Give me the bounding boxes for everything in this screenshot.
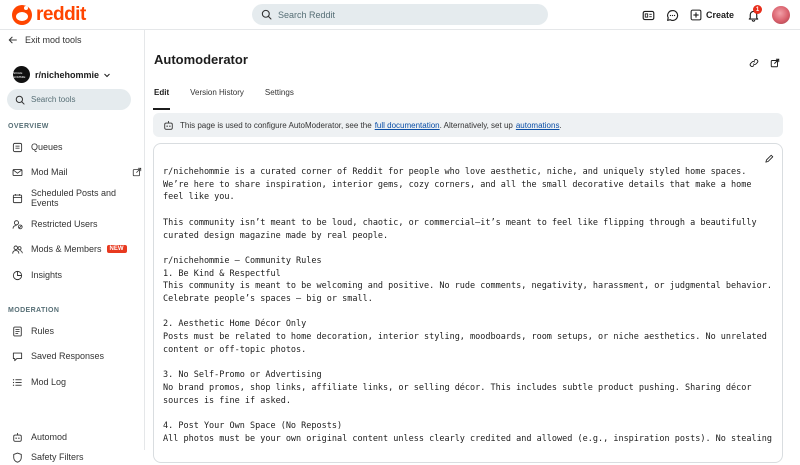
- automod-info-banner: [153, 113, 783, 137]
- create-label: Create: [705, 10, 734, 20]
- notice-text-middle: . Alternatively, set up: [439, 120, 513, 130]
- search-placeholder: Search Reddit: [278, 9, 336, 20]
- sidebar-item-label: Saved Responses: [31, 351, 105, 361]
- external-link-icon[interactable]: [132, 167, 142, 177]
- logo-text: reddit: [36, 4, 86, 25]
- arrow-left-icon: [8, 35, 18, 45]
- reddit-snoo-icon: [12, 5, 32, 25]
- sidebar-item-mod-mail[interactable]: [12, 164, 142, 180]
- editor-line: This community isn’t meant to be loud, chaotic, or commercial—it’s meant to feel like flipping through a beautifully: [163, 217, 757, 228]
- editor-line: Celebrate people’s spaces — big or small.: [163, 294, 373, 304]
- automations-link[interactable]: automations: [515, 120, 560, 130]
- editor-line: curated design magazine made by real people.: [163, 230, 389, 241]
- search-tools-placeholder: Search tools: [31, 95, 76, 104]
- global-search-input[interactable]: [252, 4, 548, 25]
- external-link-icon: [770, 58, 780, 68]
- sidebar-item-saved-responses[interactable]: [12, 348, 142, 364]
- automod-config-editor[interactable]: [153, 143, 783, 463]
- editor-line: feel like you.: [163, 192, 235, 203]
- chevron-down-icon: [103, 71, 111, 79]
- sidebar-item-label: Queues: [31, 142, 63, 152]
- editor-line: 2. Aesthetic Home Décor Only: [163, 319, 307, 330]
- mail-icon: [12, 167, 23, 178]
- edit-button[interactable]: [764, 151, 774, 161]
- moderation-section-label: MODERATION: [8, 307, 60, 314]
- community-name: r/nichehommie: [35, 69, 100, 80]
- sidebar-item-label: Insights: [31, 270, 63, 280]
- notice-text-before: This page is used to configure AutoModerator, see the: [180, 120, 372, 130]
- editor-line: 4. Post Your Own Space (No Reposts): [163, 420, 343, 431]
- sidebar-item-label: Rules: [31, 326, 55, 336]
- editor-line: This community is meant to be welcoming and positive. No rude comments, negativity, harassment, or judgmental behavior.: [163, 281, 772, 292]
- sidebar-item-label: Automod: [31, 432, 68, 442]
- editor-line: content or off-topic photos.: [163, 344, 307, 355]
- robot-icon: [163, 120, 174, 131]
- sidebar-item-label: Safety Filters: [31, 452, 84, 462]
- members-icon: [12, 244, 23, 255]
- insights-icon: [12, 270, 23, 281]
- copy-link-button[interactable]: [749, 55, 759, 65]
- pencil-icon: [764, 154, 774, 164]
- notification-badge: 1: [753, 5, 762, 14]
- editor-line: 1. Be Kind & Respectful: [163, 268, 281, 279]
- chat-icon: [666, 9, 679, 22]
- notice-text-after: .: [559, 120, 562, 130]
- sidebar-item-restricted-users[interactable]: [12, 216, 142, 232]
- tab-bar: [154, 86, 315, 106]
- sidebar-item-label: Mod Mail: [31, 167, 68, 177]
- user-avatar[interactable]: [772, 6, 790, 24]
- editor-line: We’re here to share inspiration, interior gems, cozy corners, and all the small decorative details that make a home: [163, 179, 752, 190]
- sidebar-item-label: Restricted Users: [31, 219, 98, 229]
- sidebar-item-mod-log[interactable]: [12, 374, 142, 390]
- search-tools-input[interactable]: [7, 89, 131, 110]
- overview-section-label: OVERVIEW: [8, 123, 49, 130]
- editor-line: r/nichehommie is a curated corner of Reddit for people who love aesthetic, niche, and uniquely styled home spaces.: [163, 167, 747, 177]
- editor-line: All photos must be your own original content unless clearly credited and allowed (e.g., inspiration posts). No stealing: [163, 433, 772, 444]
- notifications-button[interactable]: [742, 4, 764, 26]
- search-icon: [15, 95, 25, 105]
- editor-line: [163, 204, 779, 217]
- saved-responses-icon: [12, 351, 23, 362]
- exit-label: Exit mod tools: [25, 35, 82, 45]
- ad-icon: [642, 9, 655, 22]
- sidebar-item-insights[interactable]: [12, 267, 142, 283]
- editor-line: [163, 357, 779, 370]
- new-badge: NEW: [107, 245, 127, 253]
- advertise-button[interactable]: [638, 4, 660, 26]
- queue-icon: [12, 142, 23, 153]
- robot-icon: [12, 432, 23, 443]
- sidebar-item-queues[interactable]: [12, 139, 142, 155]
- top-header: [0, 0, 800, 30]
- create-post-button[interactable]: [690, 9, 734, 21]
- editor-content: [163, 166, 779, 445]
- editor-line: No brand promos, shop links, affiliate links, or selling décor. This includes subtle product pushing. Sharing décor: [163, 382, 752, 393]
- sidebar-item-scheduled-posts[interactable]: [12, 190, 142, 206]
- restricted-user-icon: [12, 219, 23, 230]
- sidebar-item-label: Mod Log: [31, 377, 67, 387]
- sidebar-item-safety-filters[interactable]: [12, 449, 142, 465]
- shield-icon: [12, 452, 23, 463]
- open-external-button[interactable]: [770, 55, 780, 65]
- sidebar-item-mods-members[interactable]: [12, 241, 142, 257]
- reddit-logo[interactable]: [12, 5, 86, 25]
- editor-line: [163, 306, 779, 319]
- editor-line: r/nichehommie — Community Rules: [163, 255, 322, 266]
- editor-line: 3. No Self-Promo or Advertising: [163, 370, 322, 381]
- sidebar-item-rules[interactable]: [12, 323, 142, 339]
- rules-icon: [12, 326, 23, 337]
- editor-line: [163, 242, 779, 255]
- mod-sidebar: [0, 30, 145, 462]
- editor-line: sources is fine if asked.: [163, 395, 291, 406]
- editor-line: [163, 407, 779, 420]
- chat-button[interactable]: [662, 4, 684, 26]
- search-icon: [261, 9, 272, 20]
- community-switcher[interactable]: [13, 66, 111, 83]
- sidebar-item-automod[interactable]: [12, 429, 142, 445]
- page-title: Automoderator: [154, 52, 248, 67]
- editor-line: Posts must be related to home decoration, interior styling, moodboards, room setups, or niche aesthetics. No unrelated: [163, 332, 767, 343]
- tab-edit[interactable]: Edit: [154, 86, 169, 106]
- full-documentation-link[interactable]: full documentation: [374, 120, 440, 130]
- exit-mod-tools-link[interactable]: [8, 35, 82, 45]
- link-icon: [749, 58, 759, 68]
- sidebar-item-label: Mods & Members: [31, 244, 102, 254]
- log-icon: [12, 377, 23, 388]
- community-avatar: NICHE HOMMIE: [13, 66, 30, 83]
- tab-settings[interactable]: Settings: [264, 88, 294, 97]
- plus-square-icon: [690, 9, 702, 21]
- sidebar-item-label: Scheduled Posts and Events: [31, 188, 117, 208]
- tab-version-history[interactable]: Version History: [190, 88, 244, 97]
- calendar-icon: [12, 193, 23, 204]
